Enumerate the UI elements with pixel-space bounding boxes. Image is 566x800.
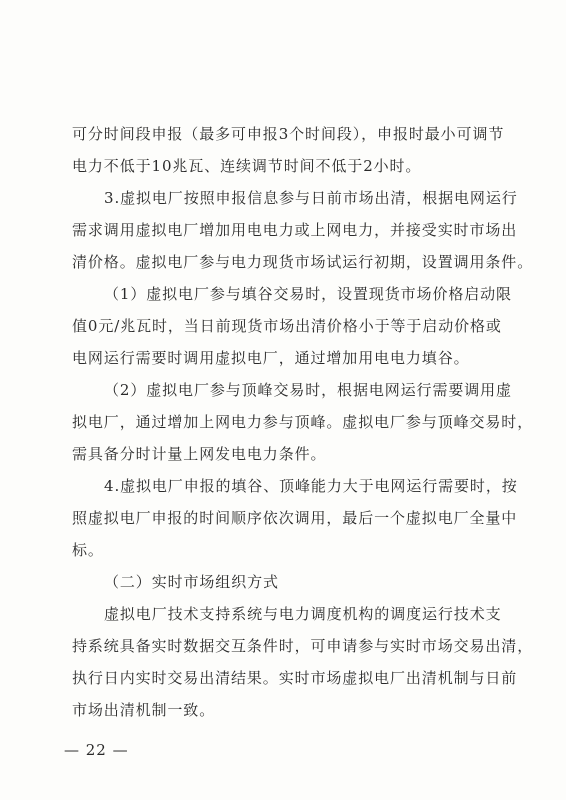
body-text-line: 值0元/兆瓦时，当日前现货市场出清价格小于等于启动价格或 <box>72 317 502 335</box>
body-text-line: 需求调用虚拟电厂增加用电电力或上网电力，并接受实时市场出 <box>72 221 518 239</box>
body-text-line: 电力不低于10兆瓦、连续调节时间不低于2小时。 <box>72 157 422 175</box>
body-text-line: 清价格。虚拟电厂参与电力现货市场试运行初期，设置调用条件。 <box>72 253 534 271</box>
body-text-line: 拟电厂，通过增加上网电力参与顶峰。虚拟电厂参与顶峰交易时， <box>72 413 534 431</box>
body-text-line: 4.虚拟电厂申报的填谷、顶峰能力大于电网运行需要时，按 <box>104 477 518 495</box>
body-text-line: （1）虚拟电厂参与填谷交易时，设置现货市场价格启动限 <box>104 285 512 303</box>
page-number: — 22 — <box>64 741 129 759</box>
body-text-line: 执行日内实时交易出清结果。实时市场虚拟电厂出清机制与日前 <box>72 669 518 687</box>
body-text-line: 持系统具备实时数据交互条件时，可申请参与实时市场交易出清， <box>72 637 534 655</box>
body-text-line: 电网运行需要时调用虚拟电厂，通过增加用电电力填谷。 <box>72 349 470 367</box>
body-text-line: （2）虚拟电厂参与顶峰交易时，根据电网运行需要调用虚 <box>104 381 512 399</box>
body-text-line: 标。 <box>72 541 104 559</box>
body-text-line: 3.虚拟电厂按照申报信息参与日前市场出清，根据电网运行 <box>104 189 518 207</box>
section-heading: （二）实时市场组织方式 <box>104 573 279 591</box>
body-text-line: 照虚拟电厂申报的时间顺序依次调用，最后一个虚拟电厂全量中 <box>72 509 518 527</box>
body-text-line: 市场出清机制一致。 <box>72 701 216 719</box>
body-text-line: 可分时间段申报（最多可申报3个时间段），申报时最小可调节 <box>72 125 505 143</box>
body-text-line: 需具备分时计量上网发电电力条件。 <box>72 445 327 463</box>
body-text-line: 虚拟电厂技术支持系统与电力调度机构的调度运行技术支 <box>104 605 502 623</box>
